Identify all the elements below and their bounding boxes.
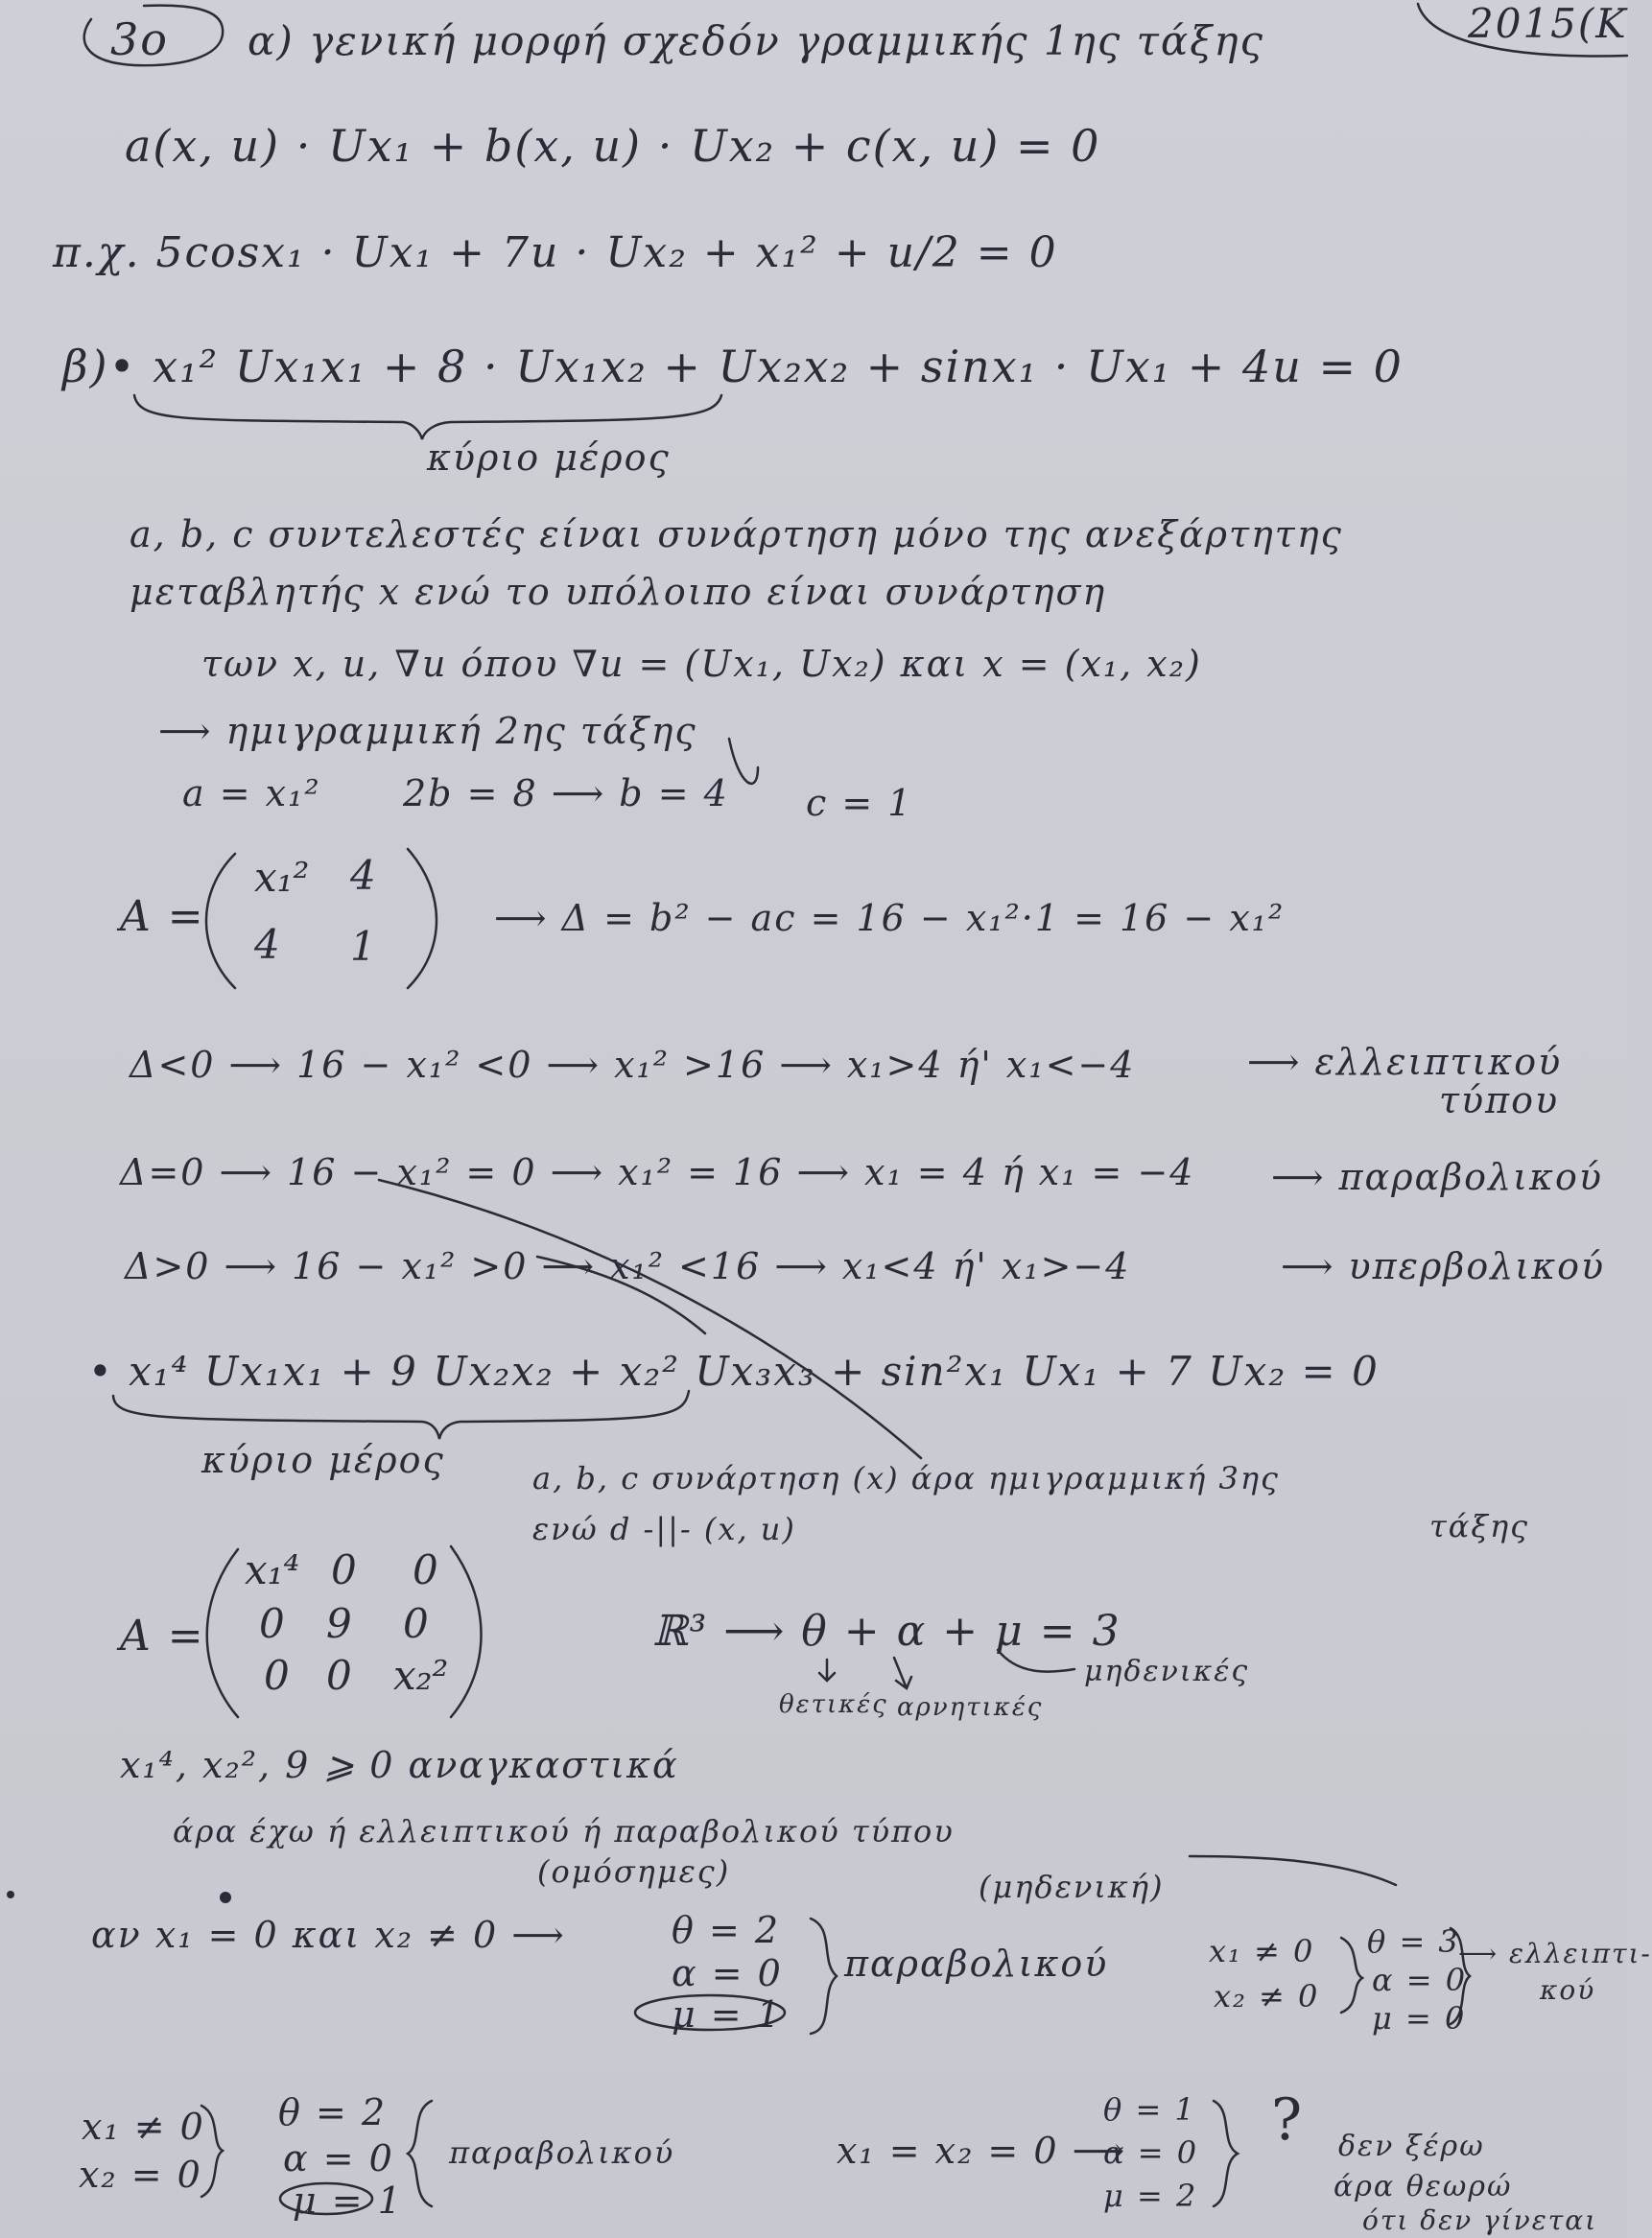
case-2-result-2: κού bbox=[1540, 1974, 1596, 2006]
case-negative-text: Δ<0 ⟶ 16 − x₁² <0 ⟶ x₁² >16 ⟶ x₁>4 ή' x₁<−4 bbox=[130, 1044, 1136, 1086]
matrix-b-cell-31: 0 bbox=[264, 1652, 290, 1699]
example-equation: π.χ. 5cosx₁ · Ux₁ + 7u · Ux₂ + x₁² + u/2 = 0 bbox=[53, 228, 1058, 277]
matrix-a-label: A = bbox=[120, 892, 205, 941]
case-4-alpha: α = 0 bbox=[1103, 2134, 1199, 2171]
case-2-condition-1: x₁ ≠ 0 bbox=[1209, 1933, 1315, 1969]
part-b-explanation-line-1: a, b, c συντελεστές είναι συνάρτηση μόνο της ανεξάρτητης bbox=[130, 513, 1343, 555]
part-b-explanation-line-3: των x, u, ∇u όπου ∇u = (Ux₁, Ux₂) και x = (x₁, x₂) bbox=[201, 643, 1202, 685]
case-4-theta: θ = 1 bbox=[1103, 2091, 1196, 2128]
part-b-brace-label: κύριο μέρος bbox=[427, 436, 671, 479]
label-mu: μηδενικές bbox=[1084, 1655, 1250, 1688]
case-4-result: δεν ξέρω bbox=[1338, 2130, 1485, 2163]
problem-number: 3ο bbox=[110, 13, 169, 65]
part-b-equation: β)• x₁² Ux₁x₁ + 8 · Ux₁x₂ + Ux₂x₂ + sinx₁ · Ux₁ + 4u = 0 bbox=[62, 341, 1404, 392]
label-alpha: αρνητικές bbox=[897, 1693, 1044, 1722]
brace-case-1 bbox=[811, 1919, 837, 2034]
part-c-note-2: ενώ d -||- (x, u) bbox=[532, 1511, 796, 1547]
case-3-condition-2: x₂ = 0 bbox=[79, 2154, 202, 2196]
case-negative-result-2: τύπου bbox=[1439, 1079, 1560, 1121]
case-4-question-mark: ? bbox=[1271, 2086, 1305, 2154]
matrix-a-cell-21: 4 bbox=[254, 921, 280, 968]
case-2-alpha: α = 0 bbox=[1372, 1962, 1468, 1998]
matrix-a-cell-11: x₁² bbox=[254, 854, 310, 901]
case-3-mu: μ = 1 bbox=[293, 2179, 403, 2222]
case-2-condition-2: x₂ ≠ 0 bbox=[1214, 1978, 1320, 2014]
case-zero-text: Δ=0 ⟶ 16 − x₁² = 0 ⟶ x₁² = 16 ⟶ x₁ = 4 ή x₁ = −4 bbox=[120, 1151, 1195, 1193]
case-1-theta: θ = 2 bbox=[672, 1909, 781, 1951]
brace-case-4 bbox=[1214, 2101, 1238, 2206]
case-1-condition: αν x₁ = 0 και x₂ ≠ 0 ⟶ bbox=[91, 1914, 566, 1956]
case-2-result: ⟶ ελλειπτι- bbox=[1458, 1938, 1652, 1969]
stray-swoosh bbox=[1190, 1856, 1396, 1885]
matrix-b-label: A = bbox=[120, 1612, 205, 1661]
bullet-dot-1 bbox=[7, 1891, 14, 1898]
case-positive-text: Δ>0 ⟶ 16 − x₁² >0 ⟶ x₁² <16 ⟶ x₁<4 ή' x₁>−4 bbox=[125, 1245, 1131, 1287]
conclusion-statement: άρα έχω ή ελλειπτικού ή παραβολικού τύπου bbox=[173, 1813, 955, 1849]
part-b-explanation-line-2: μεταβλητής x ενώ το υπόλοιπο είναι συνάρτηση bbox=[130, 571, 1107, 613]
matrix-b-cell-13: 0 bbox=[413, 1546, 438, 1593]
general-form-equation: a(x, u) · Ux₁ + b(x, u) · Ux₂ + c(x, u) = 0 bbox=[125, 120, 1101, 172]
part-a-title: α) γενική μορφή σχεδόν γραμμικής 1ης τάξης bbox=[248, 17, 1265, 64]
bullet-dot-2 bbox=[220, 1892, 231, 1903]
case-3-result: παραβολικού bbox=[449, 2134, 675, 2171]
r3-equation: ℝ³ ⟶ θ + α + μ = 3 bbox=[652, 1607, 1121, 1656]
matrix-a-cell-22: 1 bbox=[350, 923, 376, 970]
case-1-alpha: α = 0 bbox=[672, 1952, 783, 1994]
case-negative-result: ⟶ ελλειπτικού bbox=[1247, 1041, 1563, 1083]
part-c-note-1: a, b, c συνάρτηση (x) άρα ημιγραμμική 3ης bbox=[532, 1460, 1280, 1496]
case-4-result-3: ότι δεν γίνεται bbox=[1362, 2204, 1598, 2236]
arrow-theta bbox=[819, 1660, 835, 1681]
part-c-equation: • x₁⁴ Ux₁x₁ + 9 Ux₂x₂ + x₂² Ux₃x₃ + sin²x₁ Ux₁ + 7 Ux₂ = 0 bbox=[88, 1348, 1380, 1395]
brace-case-3-right bbox=[408, 2101, 432, 2206]
case-2-mu: μ = 0 bbox=[1372, 2000, 1467, 2037]
part-c-brace-label: κύριο μέρος bbox=[201, 1439, 445, 1481]
matrix-a-right-paren bbox=[408, 849, 437, 988]
conclusion-sub-2: (μηδενική) bbox=[979, 1869, 1165, 1905]
matrix-b-cell-12: 0 bbox=[331, 1546, 357, 1593]
coefficient-b: 2b = 8 ⟶ b = 4 bbox=[403, 772, 729, 814]
matrix-a-cell-12: 4 bbox=[350, 852, 376, 899]
label-theta: θετικές bbox=[779, 1690, 888, 1719]
case-3-alpha: α = 0 bbox=[283, 2137, 394, 2179]
case-4-condition: x₁ = x₂ = 0 ⟶ bbox=[837, 2130, 1127, 2172]
case-3-theta: θ = 2 bbox=[278, 2091, 388, 2133]
case-1-result: παραβολικού bbox=[844, 1943, 1109, 1985]
case-zero-result: ⟶ παραβολικού bbox=[1271, 1156, 1603, 1198]
matrix-b-cell-22: 9 bbox=[326, 1600, 352, 1647]
case-4-result-2: άρα θεωρώ bbox=[1333, 2170, 1513, 2203]
matrix-b-left-paren bbox=[207, 1549, 238, 1717]
case-3-condition-1: x₁ ≠ 0 bbox=[82, 2106, 205, 2148]
matrix-a-left-paren bbox=[206, 854, 235, 988]
matrix-b-cell-33: x₂² bbox=[393, 1652, 449, 1699]
case-4-mu: μ = 2 bbox=[1103, 2178, 1198, 2214]
brace-part-c bbox=[113, 1391, 689, 1439]
case-1-mu: μ = 1 bbox=[672, 1993, 782, 2036]
matrix-b-cell-23: 0 bbox=[403, 1600, 429, 1647]
matrix-b-cell-32: 0 bbox=[326, 1652, 352, 1699]
matrix-b-cell-21: 0 bbox=[259, 1600, 285, 1647]
coefficient-a: a = x₁² bbox=[182, 772, 321, 814]
brace-part-b bbox=[134, 395, 721, 439]
part-c-note-1b: τάξης bbox=[1429, 1508, 1530, 1544]
hook-stroke bbox=[729, 739, 758, 784]
brace-case-2-left bbox=[1341, 1938, 1362, 2013]
part-b-explanation-line-4: ⟶ ημιγραμμική 2ης τάξης bbox=[158, 710, 697, 752]
coefficient-c: c = 1 bbox=[806, 782, 913, 824]
matrix-b-right-paren bbox=[451, 1546, 482, 1717]
arrow-alpha bbox=[894, 1658, 911, 1688]
header-year: 2015(Κ bbox=[1468, 0, 1628, 47]
positivity-statement: x₁⁴, x₂², 9 ⩾ 0 αναγκαστικά bbox=[120, 1744, 679, 1786]
case-positive-result: ⟶ υπερβολικού bbox=[1281, 1245, 1606, 1287]
conclusion-sub-1: (ομόσημες) bbox=[537, 1853, 731, 1890]
case-2-theta: θ = 3 bbox=[1367, 1923, 1460, 1960]
discriminant-formula: ⟶ Δ = b² − ac = 16 − x₁²·1 = 16 − x₁² bbox=[494, 897, 1286, 939]
matrix-b-cell-11: x₁⁴ bbox=[245, 1546, 300, 1593]
